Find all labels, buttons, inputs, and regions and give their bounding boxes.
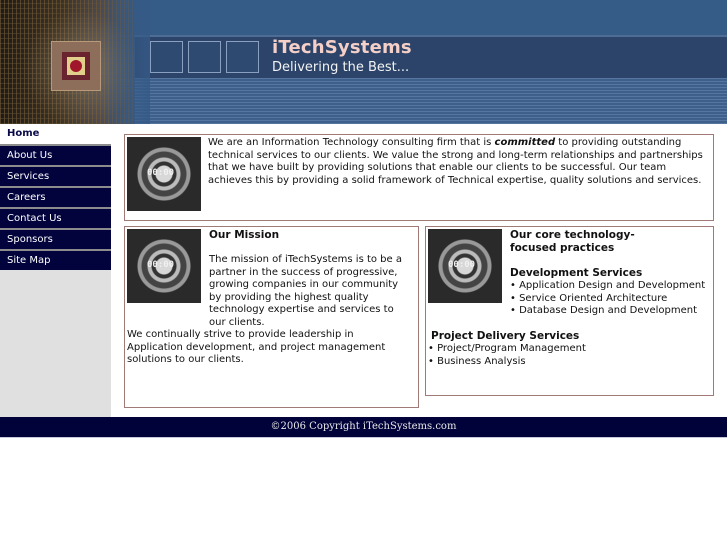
- site-tagline: Delivering the Best...: [272, 60, 410, 75]
- intro-panel: [124, 134, 714, 221]
- nav-item-services[interactable]: Services: [0, 165, 111, 186]
- list-item: • Application Design and Development: [510, 280, 706, 291]
- site-header: [0, 0, 727, 124]
- mission-title: Our Mission: [209, 229, 280, 241]
- practices-panel: [425, 226, 714, 396]
- gear-clock-image: [127, 137, 201, 211]
- list-item: • Service Oriented Architecture: [510, 292, 668, 304]
- site-title: iTechSystems: [272, 37, 412, 58]
- mission-paragraph-1: The mission of iTechSystems is to be a partner in the success of progressive, growing companies in our community by providing the highest quality technology expertise and services to our clients.: [209, 254, 402, 328]
- intro-text: We are an Information Technology consulting firm that is committed to providing outstanding technical services to our clients. We value the strong and long-term relationships and partnerships that we have built by providing solutions that enable our clients to be successful. Our team achieves this by providing a solid framework of Technical expertise, quality solutions and services.: [208, 137, 703, 186]
- nav-item-sponsors[interactable]: Sponsors: [0, 228, 111, 249]
- nav-item-careers[interactable]: Careers: [0, 186, 111, 207]
- clock-digits: 00:00: [448, 260, 476, 270]
- list-item: • Database Design and Development: [510, 305, 697, 316]
- mission-panel: [124, 226, 419, 408]
- site-footer: [0, 417, 727, 437]
- mission-paragraph-2: We continually strive to provide leadership in Application development, and project management solutions to our clients.: [127, 329, 386, 365]
- clock-digits: 00:00: [147, 260, 175, 270]
- gear-clock-image: [428, 229, 502, 303]
- nav-item-about-us[interactable]: About Us: [0, 144, 111, 165]
- nav-item-home[interactable]: Home: [0, 124, 111, 144]
- project-delivery-heading: Project Delivery Services: [431, 330, 580, 342]
- list-item: • Project/Program Management: [428, 343, 586, 354]
- square-icon: [226, 41, 259, 73]
- development-services-list: [510, 280, 710, 318]
- copyright-text: ©2006 Copyright iTechSystems.com: [270, 421, 457, 432]
- sidebar-nav: [0, 124, 111, 417]
- footer-divider: [0, 437, 727, 438]
- square-icon: [188, 41, 221, 73]
- intro-emphasis: committed: [494, 137, 556, 148]
- development-services-heading: Development Services: [510, 267, 643, 279]
- square-icon: [150, 41, 183, 73]
- circuit-fade: [100, 0, 150, 124]
- nav-item-contact-us[interactable]: Contact Us: [0, 207, 111, 228]
- practices-title: Our core technology-focused practices: [510, 229, 635, 254]
- clock-digits: 00:00: [147, 168, 175, 178]
- decorative-squares: [150, 41, 259, 73]
- gear-clock-image: [127, 229, 201, 303]
- nav-item-site-map[interactable]: Site Map: [0, 249, 111, 270]
- cpu-chip-icon: [51, 41, 101, 91]
- list-item: • Business Analysis: [428, 355, 526, 367]
- project-delivery-list: [428, 343, 678, 368]
